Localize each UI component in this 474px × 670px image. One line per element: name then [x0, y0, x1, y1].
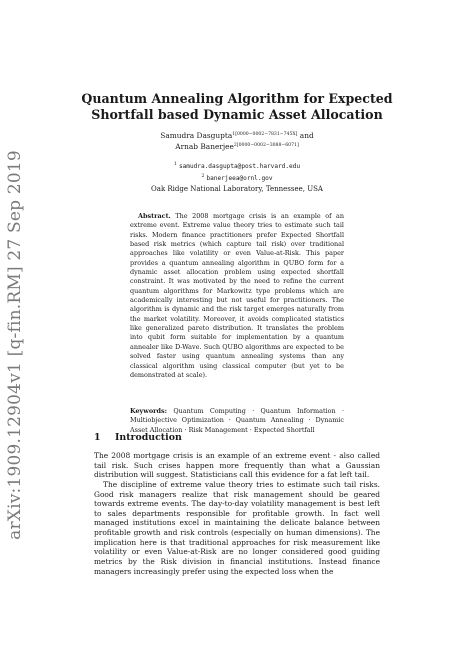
author-2-name: Arnab Banerjee — [175, 142, 234, 151]
affiliation-block — [0, 160, 474, 194]
author-2-orcid: 2[0000−0002−3088−6071] — [233, 143, 299, 148]
email-2: banerjeea@ornl.gov — [206, 175, 273, 182]
section-heading — [94, 432, 182, 443]
email-1-marker: 1 — [173, 162, 177, 167]
keywords — [130, 407, 344, 435]
body-paragraph-2: The discipline of extreme value theory tries to estimate such tail risks. Good risk managers realize that risk management should be geared towards extreme events. The day-to-day volatility management is best left to sales departments responsible for profitable growth. In fact well managed institutions excel in maintaining the delicate balance between profitable growth and risk controls (especially on human dimensions). The implication here is that traditional approaches for risk measurement like volatility or even Value-at-Risk are no longer considered good guiding metrics by the Risk division in financial institutions. Instead finance managers increasingly prefer using the expected loss when the — [94, 479, 380, 576]
section-title: Introduction — [115, 432, 182, 443]
abstract-text: The 2008 mortgage crisis is an example of an extreme event. Extreme value theory tries to estimate such tail risks. Modern finance practitioners prefer Expected Shortfall based risk metrics (which capture tail risk) over traditional approaches like volatility or even Value-at-Risk. This paper provides a quantum annealing algorithm in QUBO form for a dynamic asset allocation problem using expected shortfall constraint. It was motivated by the need to refine the current quantum algorithms for Markowitz type problems which are academically interesting but not useful for practitioners. The algorithm is dynamic and the risk target emerges naturally from the market volatility. Moreover, it avoids complicated statistics like generalized pareto distribution. It translates the problem into qubit form suitable for implementation by a quantum annealer like D-Wave. Such QUBO algorithms are expected to be solved faster using quantum annealing systems than any classical algorithm using classical computer (but yet to be demonstrated at scale). — [130, 212, 345, 379]
author-1-orcid: 1[0000−0002−7831−745X] — [232, 132, 298, 137]
keywords-label: Keywords: — [130, 407, 168, 415]
author-1-name: Samudra Dasgupta — [160, 131, 233, 140]
arxiv-identifier-text: arXiv:1909.12904v1 [q-fin.RM] 27 Sep 2019 — [5, 150, 25, 540]
email-2-line — [0, 172, 474, 184]
keywords-text: Quantum Computing · Quantum Information · Multiobjective Optimization · Quantum Annealing · Dynamic Asset Allocation · Risk Management · Expected Shortfall — [130, 407, 344, 434]
author-line-2 — [0, 141, 474, 152]
institution: Oak Ridge National Laboratory, Tennessee, USA — [151, 185, 323, 193]
author-conjunction: and — [297, 131, 314, 140]
abstract — [130, 212, 344, 380]
author-block — [0, 130, 474, 152]
abstract-label: Abstract. — [138, 212, 171, 220]
email-1: samudra.dasgupta@post.harvard.edu — [178, 163, 301, 170]
body-paragraph-1: The 2008 mortgage crisis is an example of an extreme event - also called tail risk. Such crises happen more frequently than what a Gaussian distribution will suggest. Statisticians call this evidence for a fat left tail. — [94, 451, 380, 480]
title-line-1: Quantum Annealing Algorithm for Expected — [81, 91, 393, 106]
body-text — [94, 451, 380, 576]
email-1-line — [0, 160, 474, 172]
section-number: 1 — [94, 432, 101, 443]
email-2-marker: 2 — [201, 174, 205, 179]
title-line-2: Shortfall based Dynamic Asset Allocation — [91, 107, 383, 122]
arxiv-identifier — [4, 150, 26, 540]
paper-title — [0, 91, 474, 123]
author-line-1 — [0, 130, 474, 141]
